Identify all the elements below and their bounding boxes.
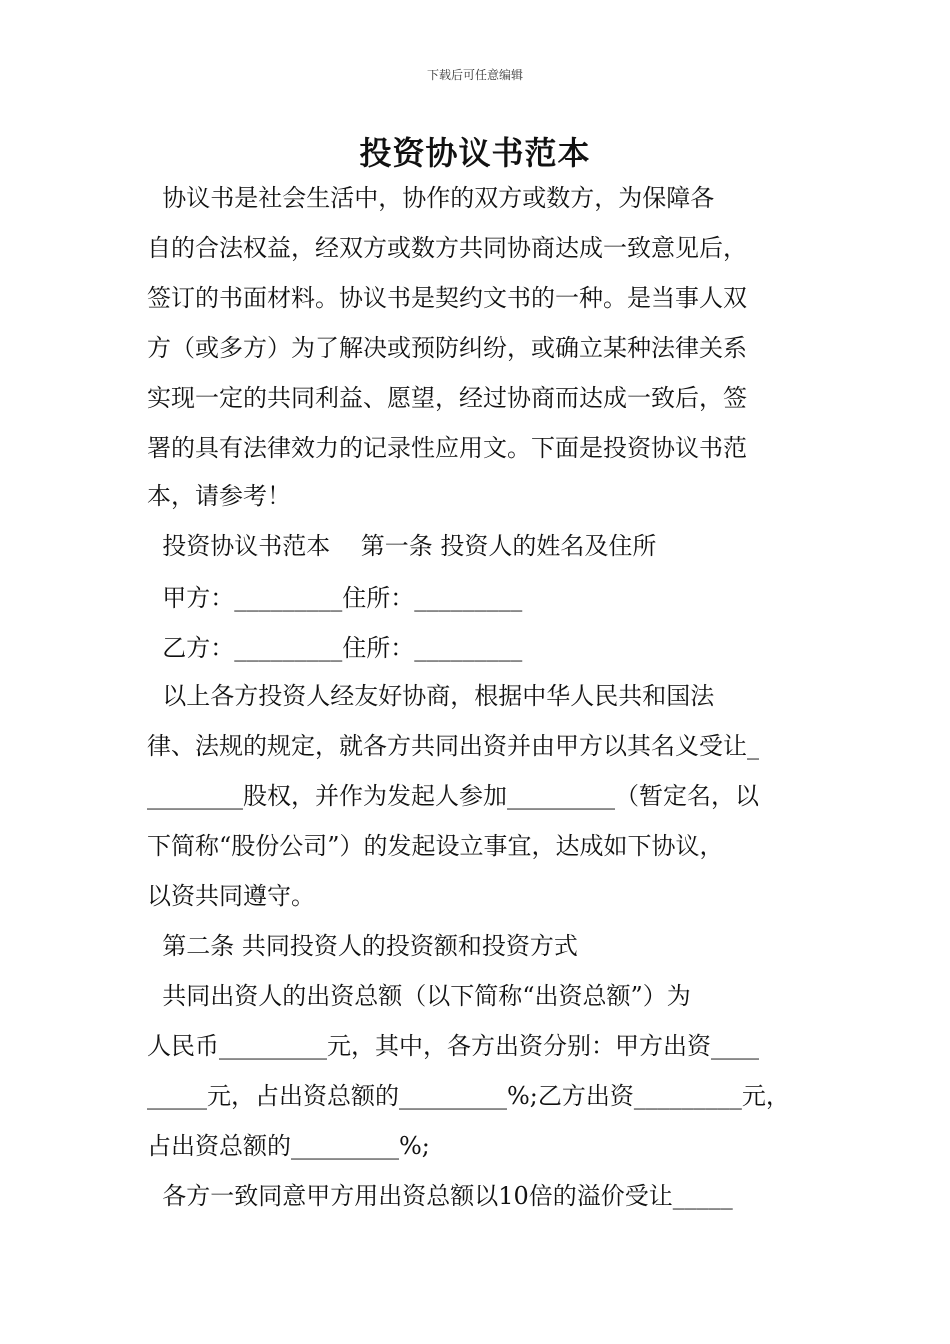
- document-title: 投资协议书范本: [359, 134, 591, 172]
- section-heading: 第二条 共同投资人的投资额和投资方式: [147, 932, 578, 960]
- body-line: 以上各方投资人经友好协商，根据中华人民共和国法: [147, 682, 715, 710]
- party-b-line: 乙方：_________住所：_________: [147, 634, 523, 662]
- body-line: 签订的书面材料。协议书是契约文书的一种。是当事人双: [147, 284, 747, 312]
- body-line: 协议书是社会生活中，协作的双方或数方，为保障各: [147, 184, 715, 212]
- body-line: 共同出资人的出资总额（以下简称“出资总额”）为: [147, 982, 691, 1010]
- party-a-line: 甲方：_________住所：_________: [147, 584, 523, 612]
- body-line: 律、法规的规定，就各方共同出资并由甲方以其名义受让_: [147, 732, 759, 760]
- body-line: 实现一定的共同利益、愿望，经过协商而达成一致后，签: [147, 384, 747, 412]
- body-line: 以资共同遵守。: [147, 882, 315, 910]
- page-header: 下载后可任意编辑: [426, 68, 523, 82]
- body-line: 各方一致同意甲方用出资总额以10倍的溢价受让_____: [147, 1182, 733, 1210]
- body-line: _____元，占出资总额的_________%;乙方出资_________元，: [147, 1082, 790, 1110]
- body-line: ________股权，并作为发起人参加_________（暂定名，以: [147, 782, 759, 810]
- section-heading: 投资协议书范本 第一条 投资人的姓名及住所: [147, 532, 657, 560]
- body-line: 署的具有法律效力的记录性应用文。下面是投资协议书范: [147, 434, 747, 462]
- body-line: 人民币_________元，其中，各方出资分别：甲方出资____: [147, 1032, 759, 1060]
- body-line: 下简称“股份公司”）的发起设立事宜，达成如下协议，: [147, 832, 724, 860]
- body-line: 占出资总额的_________%;: [147, 1132, 430, 1160]
- body-line: 本，请参考！: [147, 482, 291, 510]
- body-line: 方（或多方）为了解决或预防纠纷，或确立某种法律关系: [147, 334, 747, 362]
- body-line: 自的合法权益，经双方或数方共同协商达成一致意见后，: [147, 234, 747, 262]
